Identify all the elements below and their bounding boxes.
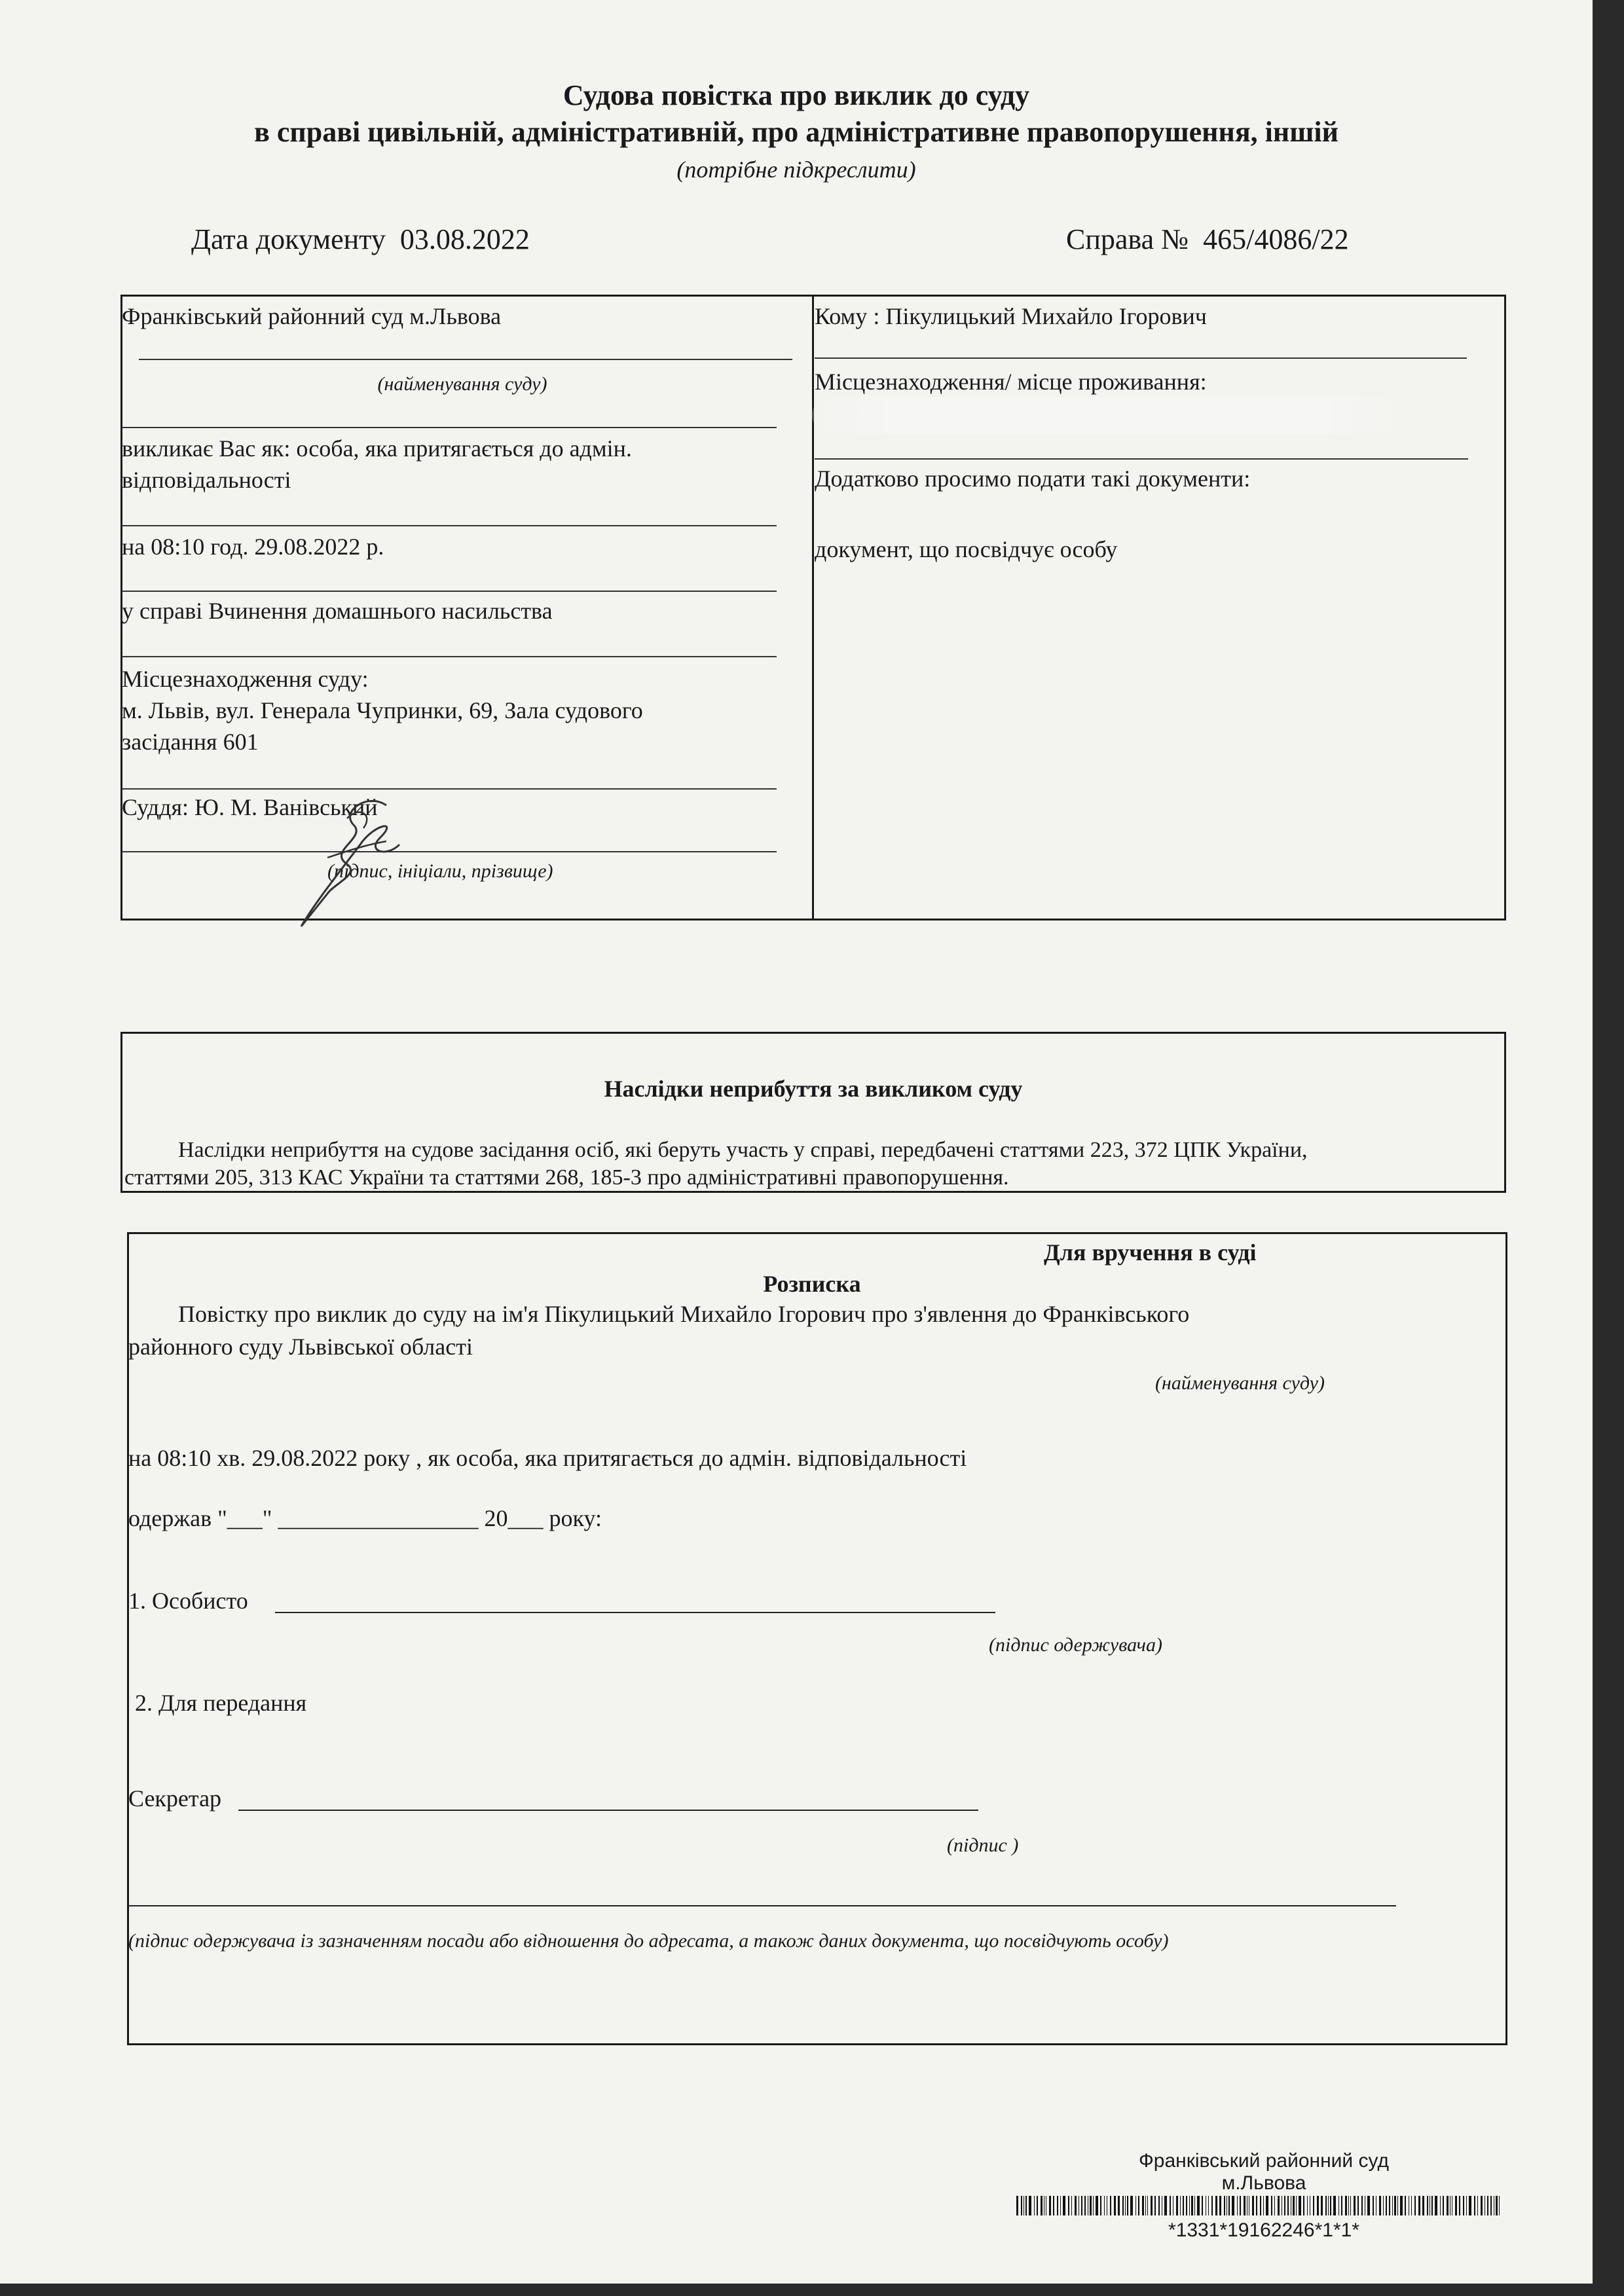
barcode-bar	[1487, 2196, 1488, 2215]
barcode-bar	[1348, 2196, 1349, 2215]
stamp-court-line-2: м.Львова	[1221, 2172, 1306, 2194]
barcode-bar	[1274, 2196, 1275, 2215]
barcode-bar	[1328, 2196, 1329, 2215]
barcode-bar	[1367, 2196, 1370, 2215]
barcode-bar	[1224, 2196, 1225, 2215]
barcode-bar	[1350, 2196, 1351, 2215]
rule-3	[122, 591, 777, 592]
barcode-bar	[1068, 2196, 1069, 2215]
barcode-bar	[1394, 2196, 1396, 2215]
barcode-bar	[1211, 2196, 1213, 2215]
barcode-bar	[1208, 2196, 1209, 2215]
barcode-bar	[1477, 2196, 1478, 2215]
recipient-signature-caption: (підпис одержувача)	[989, 1634, 1162, 1656]
barcode-bar	[1260, 2196, 1261, 2215]
barcode-bar	[1244, 2196, 1246, 2215]
barcode-bar	[1313, 2196, 1314, 2215]
barcode-bar	[1154, 2196, 1156, 2215]
barcode-bar	[1125, 2196, 1126, 2215]
barcode-bar	[1041, 2196, 1043, 2215]
barcode-bar	[1266, 2196, 1268, 2215]
case-number-value: 465/4086/22	[1203, 223, 1349, 255]
document-date	[191, 223, 530, 256]
scan-edge-bottom	[0, 2284, 1624, 2296]
barcode-bar	[1158, 2196, 1160, 2215]
summons-divider	[812, 295, 814, 919]
barcode-bar	[1183, 2196, 1184, 2215]
barcode-bar	[1081, 2196, 1082, 2215]
rule-8	[815, 458, 1468, 460]
barcode-text: *1331*19162246*1*1*	[1168, 2219, 1359, 2241]
barcode-bar	[1151, 2196, 1153, 2215]
redacted-address	[812, 397, 1401, 433]
title-line-2: в справі цивільній, адміністративній, про адміністративне правопорушення, іншій	[254, 116, 1338, 148]
secretary-signature-line	[238, 1810, 978, 1811]
stamp-court-line-1: Франківський районний суд	[1138, 2150, 1390, 2172]
rule-6	[122, 851, 777, 852]
barcode-bar	[1063, 2196, 1065, 2215]
barcode-bar	[1287, 2196, 1289, 2215]
footer-signature-line	[128, 1905, 1396, 1906]
barcode-bar	[1114, 2196, 1116, 2215]
barcode-bar	[1127, 2196, 1128, 2215]
judge-name: Суддя: Ю. М. Ванівський	[122, 794, 378, 820]
barcode-bar	[1373, 2196, 1374, 2215]
barcode-bar	[1490, 2196, 1492, 2215]
received-line: одержав "___" _________________ 20___ року:	[128, 1505, 602, 1531]
barcode-bar	[1496, 2196, 1498, 2215]
barcode-bar	[1252, 2196, 1254, 2215]
barcode-bar	[1447, 2196, 1449, 2215]
barcode	[1016, 2196, 1504, 2215]
barcode-bar	[1237, 2196, 1238, 2215]
barcode-bar	[1110, 2196, 1111, 2215]
receipt-line-2: районного суду Львівської області	[128, 1334, 473, 1360]
barcode-bar	[1093, 2196, 1094, 2215]
secretary-label: Секретар	[128, 1785, 222, 1812]
barcode-bar	[1135, 2196, 1136, 2215]
barcode-bar	[1400, 2196, 1403, 2215]
barcode-bar	[1469, 2196, 1471, 2215]
barcode-bar	[1145, 2196, 1146, 2215]
extra-docs-value: документ, що посвідчує особу	[815, 536, 1118, 562]
barcode-bar	[1180, 2196, 1181, 2215]
summoned-as-line-1: викликає Вас як: особа, яка притягається до адмін.	[122, 435, 632, 462]
receipt-time-line: на 08:10 хв. 29.08.2022 року , як особа, яка притягається до адмін. відповідальності	[128, 1445, 967, 1471]
barcode-bar	[1021, 2196, 1022, 2215]
consequences-text-line-1: Наслідки неприбуття на судове засідання осіб, які беруть участь у справі, передбачені статтями 223, 372 ЦПК України,	[178, 1138, 1308, 1162]
barcode-bar	[1053, 2196, 1054, 2215]
barcode-bar	[1071, 2196, 1072, 2215]
barcode-bar	[1263, 2196, 1264, 2215]
barcode-bar	[1422, 2196, 1424, 2215]
barcode-bar	[1361, 2196, 1363, 2215]
barcode-bar	[1459, 2196, 1460, 2215]
barcode-bar	[1397, 2196, 1398, 2215]
barcode-bar	[1084, 2196, 1086, 2215]
secretary-signature-caption: (підпис )	[947, 1834, 1019, 1856]
barcode-bar	[1170, 2196, 1171, 2215]
barcode-bar	[1383, 2196, 1384, 2215]
barcode-bar	[1389, 2196, 1390, 2215]
case-number	[1066, 223, 1349, 256]
case-number-label: Справа №	[1066, 223, 1189, 255]
signature-caption: (підпис, ініціали, прізвище)	[327, 860, 553, 882]
title-line-1: Судова повістка про виклик до суду	[563, 79, 1030, 111]
title-note: (потрібне підкреслити)	[676, 156, 916, 183]
receipt-footer-caption: (підпис одержувача із зазначенням посади або відношення до адресата, а також даних документа, що посвідчують особу)	[128, 1930, 1169, 1952]
document-date-value: 03.08.2022	[399, 223, 530, 255]
barcode-bar	[1499, 2196, 1500, 2215]
barcode-bar	[1049, 2196, 1051, 2215]
barcode-bar	[1440, 2196, 1441, 2215]
barcode-bar	[1034, 2196, 1035, 2215]
case-subject: у справі Вчинення домашнього насильства	[122, 598, 553, 624]
barcode-bar	[1325, 2196, 1327, 2215]
barcode-bar	[1215, 2196, 1217, 2215]
barcode-bar	[1164, 2196, 1167, 2215]
barcode-bar	[1330, 2196, 1331, 2215]
barcode-bar	[1194, 2196, 1195, 2215]
barcode-bar	[1427, 2196, 1428, 2215]
barcode-bar	[1189, 2196, 1190, 2215]
court-name-caption: (найменування суду)	[377, 373, 547, 395]
barcode-bar	[1176, 2196, 1178, 2215]
barcode-bar	[1202, 2196, 1203, 2215]
barcode-bar	[1431, 2196, 1433, 2215]
barcode-bar	[1138, 2196, 1139, 2215]
barcode-bar	[1016, 2196, 1018, 2215]
rule-2	[122, 525, 777, 526]
barcode-bar	[1296, 2196, 1297, 2215]
barcode-bar	[1463, 2196, 1464, 2215]
barcode-bar	[1219, 2196, 1221, 2215]
transfer-label: 2. Для передання	[135, 1690, 307, 1716]
barcode-bar	[1228, 2196, 1230, 2215]
barcode-bar	[1357, 2196, 1359, 2215]
court-name-underline	[139, 359, 792, 360]
barcode-bar	[1122, 2196, 1124, 2215]
court-location-label: Місцезнаходження суду:	[122, 666, 369, 692]
consequences-text-line-2: статтями 205, 313 КАС України та статтями 268, 185-3 про адміністративні правопорушення.	[124, 1165, 1009, 1190]
residence-label: Місцезнаходження/ місце проживання:	[815, 369, 1207, 395]
rule-4	[122, 656, 777, 657]
barcode-bar	[1104, 2196, 1105, 2215]
receipt-title: Розписка	[763, 1271, 861, 1297]
barcode-bar	[1341, 2196, 1342, 2215]
barcode-bar	[1142, 2196, 1144, 2215]
receipt-court-caption: (найменування суду)	[1155, 1372, 1325, 1394]
receipt-line-1: Повістку про виклик до суду на ім'я Пікулицький Михайло Ігорович про з'явлення до Франківського	[178, 1301, 1190, 1327]
barcode-bar	[1100, 2196, 1101, 2215]
barcode-bar	[1379, 2196, 1381, 2215]
summoned-as-line-2: відповідальності	[122, 467, 291, 493]
barcode-bar	[1345, 2196, 1347, 2215]
for-court-label: Для вручення в суді	[1044, 1239, 1257, 1266]
scan-edge-right	[1593, 0, 1624, 2296]
barcode-bar	[1284, 2196, 1285, 2215]
barcode-bar	[1405, 2196, 1406, 2215]
court-name: Франківський районний суд м.Львова	[122, 303, 502, 329]
barcode-bar	[1191, 2196, 1193, 2215]
barcode-bar	[1057, 2196, 1058, 2215]
barcode-bar	[1197, 2196, 1200, 2215]
barcode-bar	[1321, 2196, 1323, 2215]
rule-1	[122, 427, 777, 428]
barcode-bar	[1466, 2196, 1467, 2215]
barcode-bar	[1303, 2196, 1304, 2215]
barcode-bar	[1075, 2196, 1077, 2215]
barcode-bar	[1386, 2196, 1387, 2215]
barcode-bar	[1414, 2196, 1416, 2215]
rule-5	[122, 788, 777, 790]
barcode-bar	[1096, 2196, 1098, 2215]
barcode-bar	[1256, 2196, 1257, 2215]
barcode-bar	[1392, 2196, 1393, 2215]
court-location-line-1: м. Львів, вул. Генерала Чупринки, 69, Зала судового	[122, 697, 643, 723]
barcode-bar	[1333, 2196, 1336, 2215]
barcode-bar	[1354, 2196, 1356, 2215]
barcode-bar	[1232, 2196, 1234, 2215]
barcode-bar	[1118, 2196, 1120, 2215]
barcode-bar	[1481, 2196, 1483, 2215]
barcode-bar	[1435, 2196, 1437, 2215]
barcode-bar	[1037, 2196, 1038, 2215]
barcode-bar	[1307, 2196, 1308, 2215]
barcode-bar	[1443, 2196, 1444, 2215]
barcode-bar	[1278, 2196, 1280, 2215]
personally-signature-line	[275, 1612, 995, 1613]
barcode-bar	[1090, 2196, 1092, 2215]
barcode-bar	[1293, 2196, 1295, 2215]
recipient: Кому : Пікулицький Михайло Ігорович	[815, 303, 1207, 329]
barcode-bar	[1147, 2196, 1148, 2215]
consequences-title: Наслідки неприбуття за викликом суду	[604, 1076, 1023, 1102]
barcode-bar	[1186, 2196, 1187, 2215]
summons-time: на 08:10 год. 29.08.2022 р.	[122, 534, 384, 560]
barcode-bar	[1060, 2196, 1061, 2215]
barcode-bar	[1029, 2196, 1031, 2215]
barcode-bar	[1338, 2196, 1339, 2215]
barcode-bar	[1411, 2196, 1412, 2215]
handwritten-signature	[288, 779, 419, 930]
barcode-bar	[1130, 2196, 1133, 2215]
rule-7	[815, 357, 1467, 359]
barcode-bar	[1299, 2196, 1301, 2215]
barcode-bar	[1455, 2196, 1457, 2215]
extra-docs-label: Додатково просимо подати такі документи:	[815, 465, 1251, 492]
court-location-line-2: засідання 601	[122, 729, 259, 755]
personally-label: 1. Особисто	[128, 1588, 248, 1614]
barcode-bar	[1418, 2196, 1420, 2215]
barcode-bar	[1025, 2196, 1027, 2215]
barcode-bar	[1271, 2196, 1272, 2215]
barcode-bar	[1317, 2196, 1319, 2215]
document-date-label: Дата документу	[191, 223, 386, 255]
barcode-bar	[1240, 2196, 1241, 2215]
barcode-bar	[1474, 2196, 1475, 2215]
